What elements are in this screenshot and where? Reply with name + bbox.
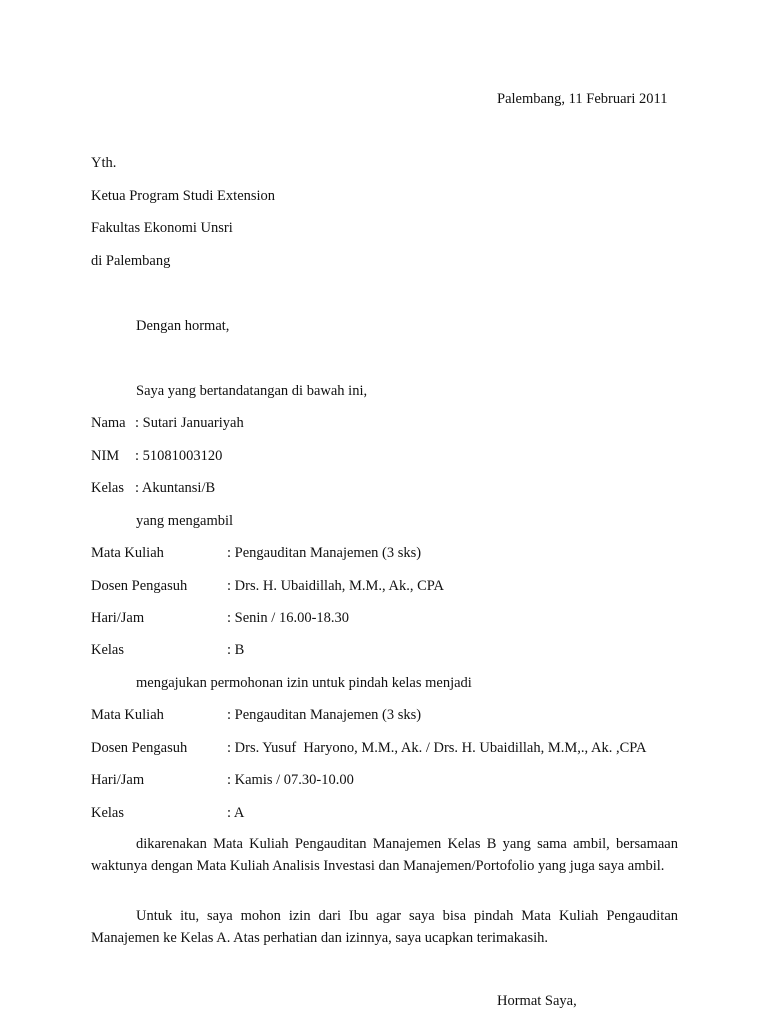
current-class-value: : B <box>227 642 245 658</box>
new-lecturer-value: : Drs. Yusuf Haryono, M.M., Ak. / Drs. H. Ubaidillah, M.M,., Ak. ,CPA <box>227 740 647 756</box>
new-course-value: : Pengauditan Manajemen (3 sks) <box>227 707 422 723</box>
new-lecturer-label: Dosen Pengasuh <box>91 740 188 756</box>
student-class-label: Kelas <box>91 480 125 496</box>
greeting: Dengan hormat, <box>136 318 230 334</box>
recipient-line-3: di Palembang <box>91 253 171 269</box>
current-lecturer-value: : Drs. H. Ubaidillah, M.M., Ak., CPA <box>227 578 444 594</box>
current-time-value: : Senin / 16.00-18.30 <box>227 610 350 626</box>
current-class-label: Kelas <box>91 642 125 658</box>
recipient-salutation: Yth. <box>91 155 117 171</box>
current-course-value: : Pengauditan Manajemen (3 sks) <box>227 545 422 561</box>
recipient-line-1: Ketua Program Studi Extension <box>91 188 276 204</box>
place-date: Palembang, 11 Februari 2011 <box>497 91 668 107</box>
name-label: Nama <box>91 415 126 431</box>
request-text: mengajukan permohonan izin untuk pindah kelas menjadi <box>136 675 472 691</box>
new-class-label: Kelas <box>91 805 125 821</box>
recipient-line-2: Fakultas Ekonomi Unsri <box>91 220 233 236</box>
name-value: : Sutari Januariyah <box>135 415 244 431</box>
closing-paragraph: Untuk itu, saya mohon izin dari Ibu agar saya bisa pindah Mata Kuliah Pengauditan Manajemen ke Kelas A. Atas perhatian dan izinnya, saya ucapkan terimakasih. <box>91 908 678 946</box>
nim-value: : 51081003120 <box>135 448 223 464</box>
new-class-value: : A <box>227 805 245 821</box>
signoff: Hormat Saya, <box>497 993 577 1009</box>
current-time-label: Hari/Jam <box>91 610 145 626</box>
student-class-value: : Akuntansi/B <box>135 480 216 496</box>
new-time-value: : Kamis / 07.30-10.00 <box>227 772 354 788</box>
intro-text: Saya yang bertandatangan di bawah ini, <box>136 383 368 399</box>
reason-paragraph: dikarenakan Mata Kuliah Pengauditan Manajemen Kelas B yang sama ambil, bersamaan waktunya dengan Mata Kuliah Analisis Investasi dan Manajemen/Portofolio yang juga saya ambil. <box>91 836 678 874</box>
new-time-label: Hari/Jam <box>91 772 145 788</box>
new-course-label: Mata Kuliah <box>91 707 164 723</box>
nim-label: NIM <box>91 448 120 464</box>
current-lecturer-label: Dosen Pengasuh <box>91 578 188 594</box>
taking-text: yang mengambil <box>136 513 234 529</box>
current-course-label: Mata Kuliah <box>91 545 164 561</box>
